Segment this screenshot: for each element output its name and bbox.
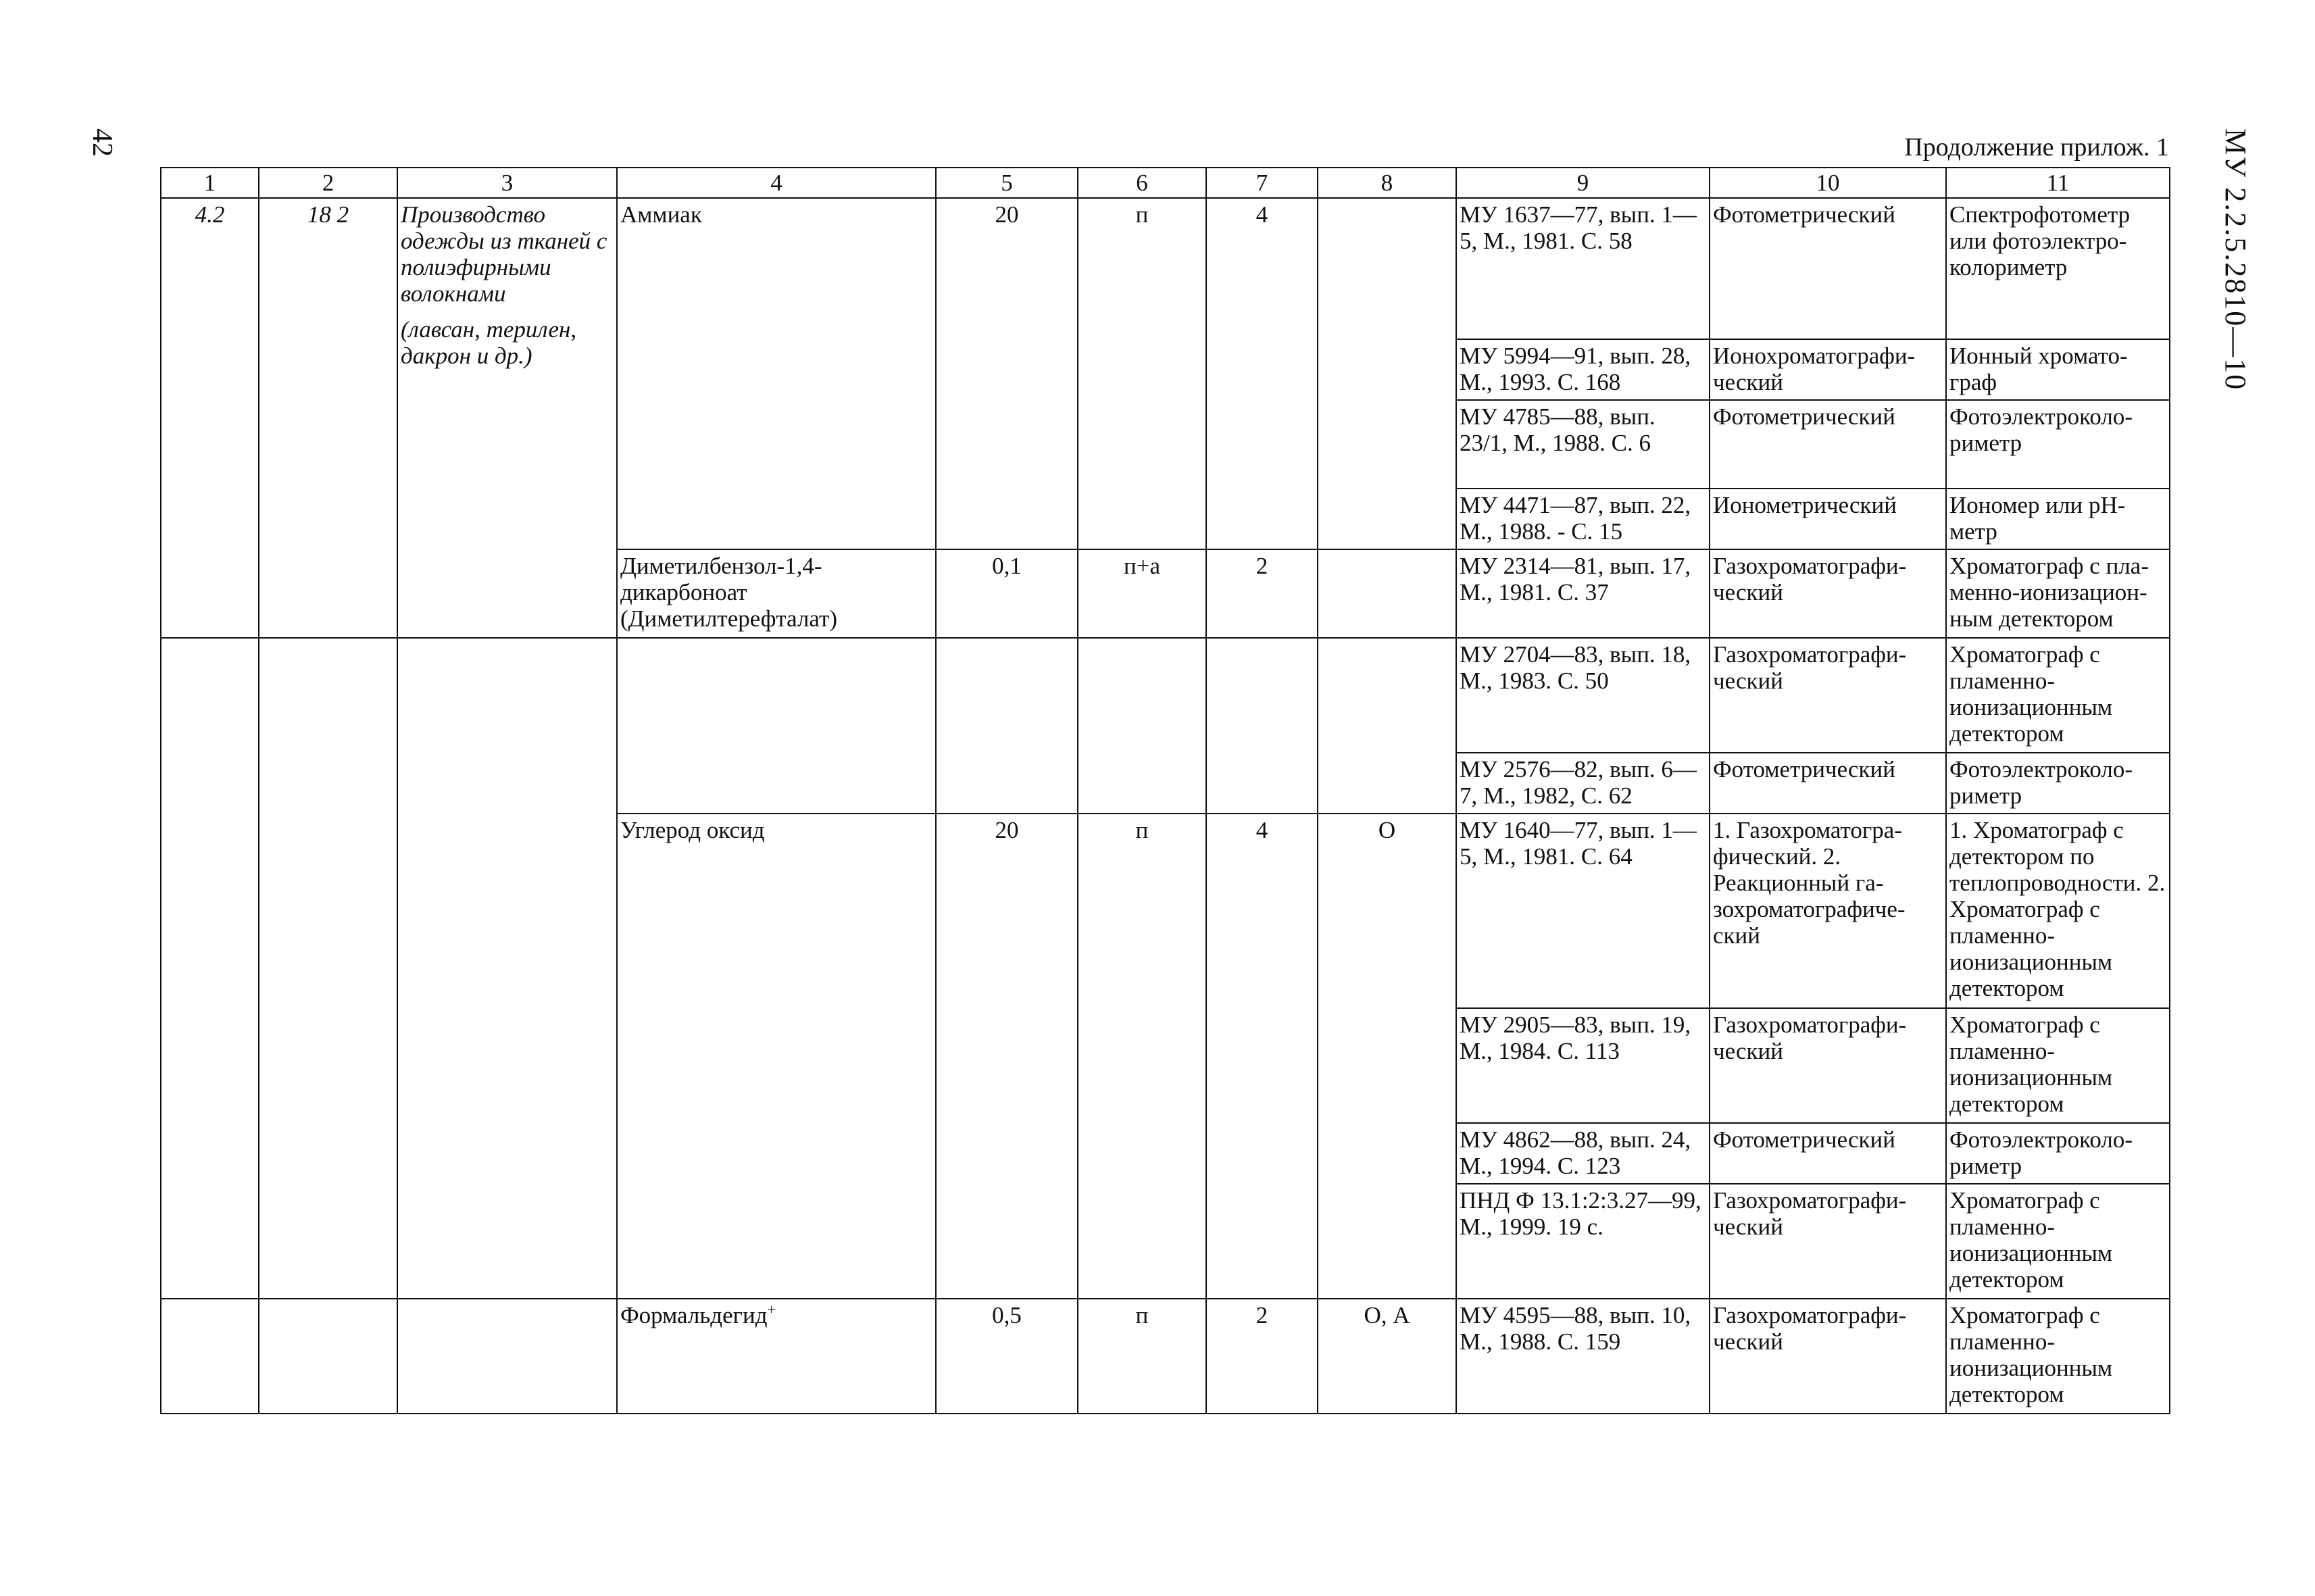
state-cell: п: [1078, 1299, 1206, 1414]
instrument-cell: Хроматограф с пламенно-ионизационным детектором: [1946, 638, 2170, 753]
instrument-cell: Фотоэлектроколо-риметр: [1946, 753, 2170, 814]
hazard-class-cell: [1206, 638, 1318, 814]
method-doc-cell: МУ 2704—83, вып. 18, М., 1983. С. 50: [1456, 638, 1710, 753]
limit-cell: 0,1: [936, 549, 1078, 638]
method-type-cell: Фотометрический: [1710, 198, 1946, 339]
method-doc-cell: МУ 5994—91, вып. 28, М., 1993. С. 168: [1456, 339, 1710, 400]
method-type-cell: Ионометрический: [1710, 489, 1946, 549]
hazard-class-cell: 4: [1206, 814, 1318, 1299]
header-cell: 3: [397, 168, 617, 198]
limit-cell: 20: [936, 814, 1078, 1299]
effect-cell: О: [1318, 814, 1456, 1299]
effect-cell: [1318, 198, 1456, 549]
limit-cell: [936, 638, 1078, 814]
method-doc-cell: МУ 4595—88, вып. 10, М., 1988. С. 159: [1456, 1299, 1710, 1414]
method-doc-cell: МУ 4471—87, вып. 22, М., 1988. - С. 15: [1456, 489, 1710, 549]
state-cell: п: [1078, 198, 1206, 549]
instrument-cell: Ионный хромато-граф: [1946, 339, 2170, 400]
hazard-class-cell: 2: [1206, 549, 1318, 638]
instrument-cell: Спектрофотометр или фотоэлектро-колориметр: [1946, 198, 2170, 339]
table-row: [161, 638, 2170, 753]
production-cell: [397, 198, 617, 638]
hazard-class-cell: 2: [1206, 1299, 1318, 1414]
state-cell: п+а: [1078, 549, 1206, 638]
method-doc-cell: МУ 2576—82, вып. 6—7, М., 1982, С. 62: [1456, 753, 1710, 814]
production-cell: [397, 638, 617, 1299]
method-doc-cell: МУ 2314—81, вып. 17, М., 1981. С. 37: [1456, 549, 1710, 638]
substance-cell: [617, 1299, 936, 1414]
item-number-cell: [161, 638, 259, 1299]
instrument-cell: Хроматограф с пламенно-ионизационным детектором: [1946, 1184, 2170, 1299]
method-type-cell: Фотометрический: [1710, 753, 1946, 814]
header-cell: 11: [1946, 168, 2170, 198]
method-doc-cell: МУ 1640—77, вып. 1—5, М., 1981. С. 64: [1456, 814, 1710, 1008]
effect-cell: [1318, 549, 1456, 638]
method-doc-cell: МУ 4862—88, вып. 24, М., 1994. С. 123: [1456, 1123, 1710, 1184]
substance-cell: Углерод оксид: [617, 814, 936, 1299]
method-type-cell: Газохроматографи-ческий: [1710, 1184, 1946, 1299]
header-cell: 1: [161, 168, 259, 198]
instrument-cell: Хроматограф с пламенно-ионизационным детектором: [1946, 1299, 2170, 1414]
table-row: [161, 1299, 2170, 1414]
method-doc-cell: МУ 4785—88, вып. 23/1, М., 1988. С. 6: [1456, 400, 1710, 489]
code-cell: 18 2: [259, 198, 397, 638]
item-number-cell: [161, 1299, 259, 1414]
methods-table: [160, 167, 2170, 1414]
code-cell: [259, 638, 397, 1299]
effect-cell: О, А: [1318, 1299, 1456, 1414]
table-header-row: [161, 168, 2170, 198]
header-cell: 6: [1078, 168, 1206, 198]
table-row: [161, 198, 2170, 339]
limit-cell: 20: [936, 198, 1078, 549]
method-doc-cell: МУ 2905—83, вып. 19, М., 1984. С. 113: [1456, 1008, 1710, 1123]
code-cell: [259, 1299, 397, 1414]
limit-cell: 0,5: [936, 1299, 1078, 1414]
hazard-class-cell: 4: [1206, 198, 1318, 549]
instrument-cell: 1. Хроматограф с детектором по теплопроводности. 2. Хроматограф с пламенно-ионизационным детектором: [1946, 814, 2170, 1008]
method-type-cell: Газохроматографи-ческий: [1710, 1008, 1946, 1123]
method-doc-cell: МУ 1637—77, вып. 1—5, М., 1981. С. 58: [1456, 198, 1710, 339]
page-number: 42: [86, 128, 118, 157]
continuation-label: Продолжение прилож. 1: [1904, 133, 2169, 161]
state-cell: [1078, 638, 1206, 814]
method-doc-cell: ПНД Ф 13.1:2:3.27—99, М., 1999. 19 с.: [1456, 1184, 1710, 1299]
header-cell: 7: [1206, 168, 1318, 198]
substance-cell: Аммиак: [617, 198, 936, 549]
header-cell: 10: [1710, 168, 1946, 198]
production-cell: [397, 1299, 617, 1414]
method-type-cell: Газохроматографи-ческий: [1710, 549, 1946, 638]
header-cell: 5: [936, 168, 1078, 198]
header-cell: 2: [259, 168, 397, 198]
instrument-cell: Хроматограф с пламенно-ионизационным детектором: [1946, 1008, 2170, 1123]
method-type-cell: Газохроматографи-ческий: [1710, 638, 1946, 753]
substance-name: Формальдегид: [620, 1302, 768, 1328]
method-type-cell: Фотометрический: [1710, 1123, 1946, 1184]
document-code: МУ 2.2.5.2810—10: [2219, 128, 2252, 391]
substance-cell: Диметилбензол-1,4-дикарбоноат (Диметилтерефталат): [617, 549, 936, 638]
item-number-cell: 4.2: [161, 198, 259, 638]
method-type-cell: Фотометрический: [1710, 400, 1946, 489]
method-type-cell: Газохроматографи-ческий: [1710, 1299, 1946, 1414]
instrument-cell: Иономер или рН-метр: [1946, 489, 2170, 549]
state-cell: п: [1078, 814, 1206, 1299]
substance-cell: [617, 638, 936, 814]
method-type-cell: 1. Газохроматогра-фический. 2. Реакционный га-зохроматографиче-ский: [1710, 814, 1946, 1008]
header-cell: 9: [1456, 168, 1710, 198]
instrument-cell: Фотоэлектроколо-риметр: [1946, 400, 2170, 489]
superscript-mark: +: [767, 1301, 776, 1318]
header-cell: 4: [617, 168, 936, 198]
method-type-cell: Ионохроматографи-ческий: [1710, 339, 1946, 400]
production-name: Производство одежды из тканей с полиэфирными волокнами: [401, 201, 607, 307]
instrument-cell: Хроматограф с пла-менно-ионизацион-ным детектором: [1946, 549, 2170, 638]
instrument-cell: Фотоэлектроколо-риметр: [1946, 1123, 2170, 1184]
production-fibers: (лавсан, терилен, дакрон и др.): [401, 316, 577, 369]
effect-cell: [1318, 638, 1456, 814]
header-cell: 8: [1318, 168, 1456, 198]
